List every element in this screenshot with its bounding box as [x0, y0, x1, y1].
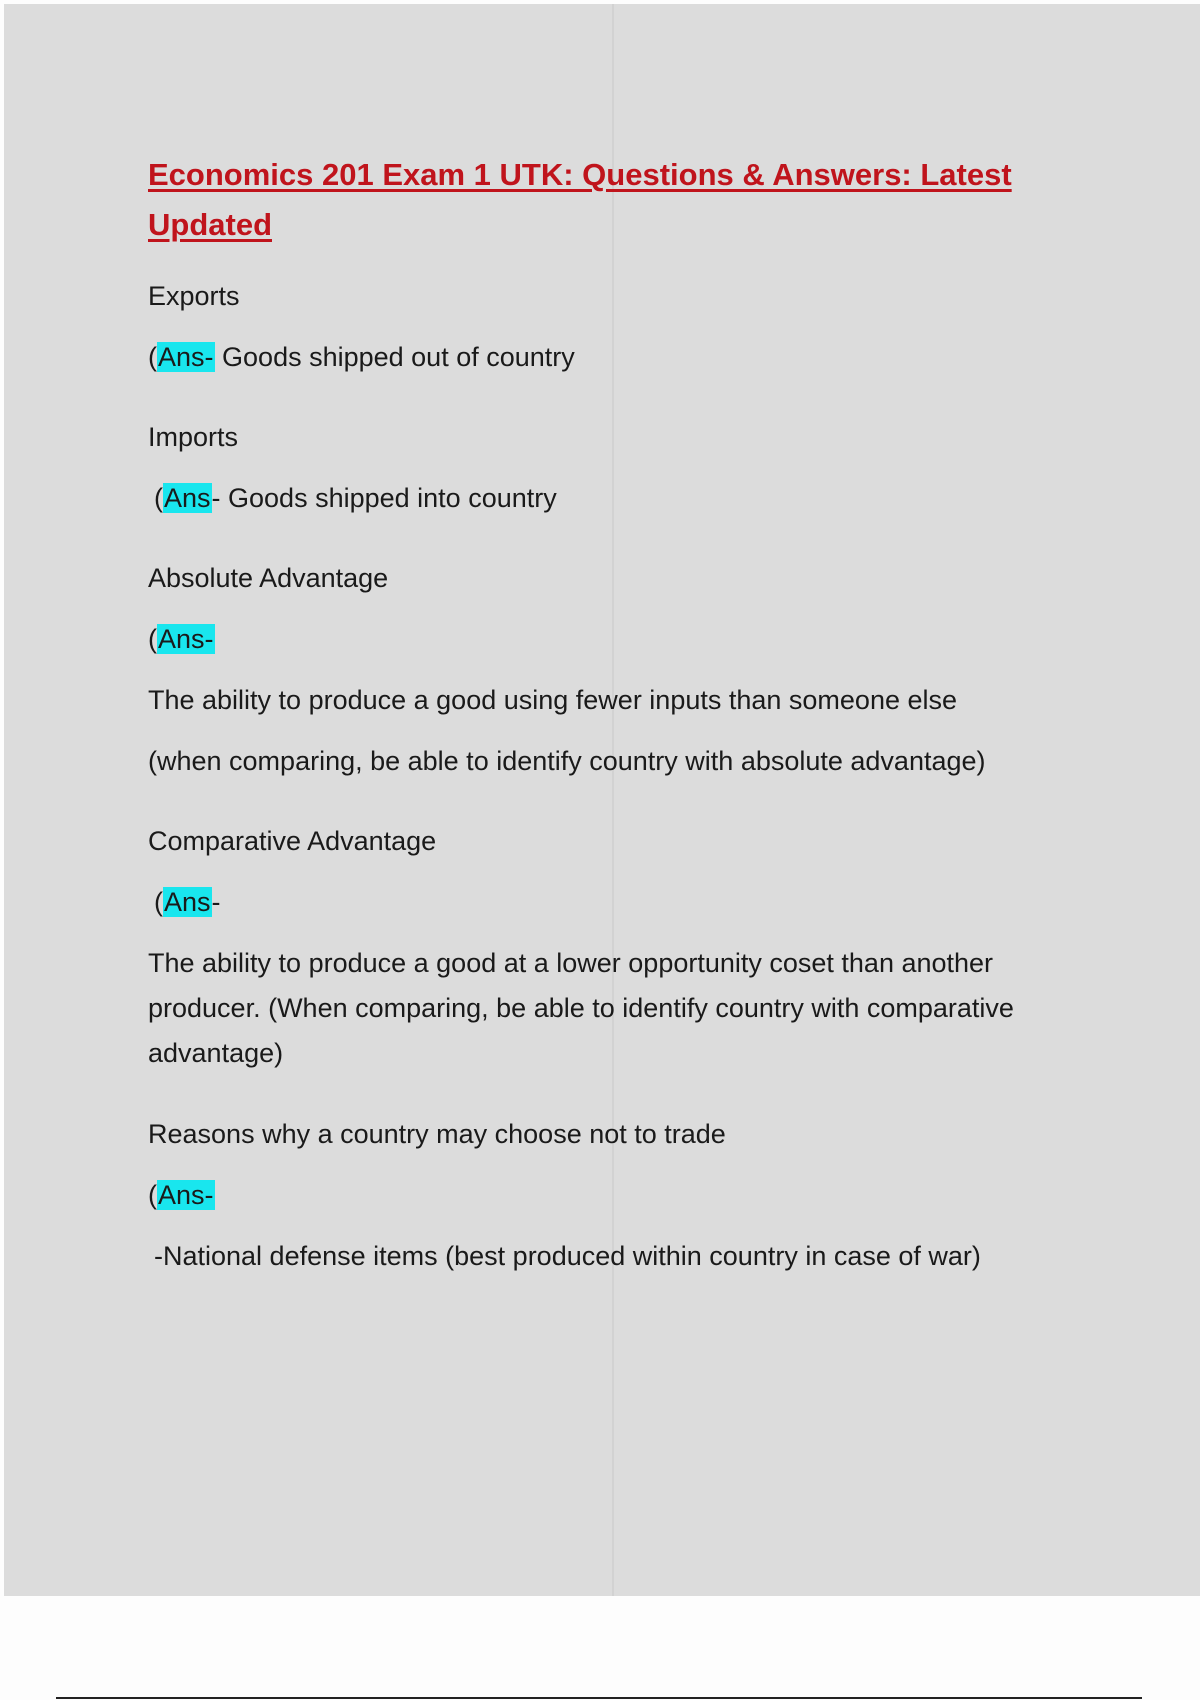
answer-line — [148, 476, 1108, 520]
open-paren: ( — [148, 624, 157, 654]
qa-item-comparative-advantage — [148, 819, 1108, 1076]
ans-highlight: Ans- — [158, 342, 214, 372]
document-title: Economics 201 Exam 1 UTK: Questions & Answers: Latest Updated — [148, 157, 1012, 242]
answer-label-line — [148, 1173, 1108, 1217]
ans-highlight: Ans- — [158, 1180, 214, 1210]
answer-text: The ability to produce a good using fewer inputs than someone else — [148, 685, 958, 715]
open-paren: ( — [148, 1180, 157, 1210]
term: Exports — [148, 281, 240, 311]
footer-rule — [56, 1697, 1142, 1699]
ans-highlight: Ans — [164, 483, 211, 513]
answer-label-line — [148, 880, 1108, 924]
document-content — [148, 150, 1108, 1314]
term: Imports — [148, 422, 239, 452]
term: Comparative Advantage — [148, 826, 437, 856]
answer-text: -National defense items (best produced within country in case of war) — [154, 1241, 981, 1271]
qa-item-absolute-advantage — [148, 556, 1108, 783]
open-paren: ( — [148, 342, 157, 372]
open-paren: ( — [154, 887, 163, 917]
term: Absolute Advantage — [148, 563, 389, 593]
ans-highlight: Ans — [164, 887, 211, 917]
term: Reasons why a country may choose not to trade — [148, 1119, 726, 1149]
answer-label-line — [148, 617, 1108, 661]
ans-highlight: Ans- — [158, 624, 214, 654]
answer-line — [148, 335, 1108, 379]
qa-item-exports — [148, 274, 1108, 379]
answer-text: (when comparing, be able to identify country with absolute advantage) — [148, 746, 986, 776]
ans-dash: - — [211, 887, 221, 917]
open-paren: ( — [154, 483, 163, 513]
answer-text: Goods shipped out of country — [214, 342, 575, 372]
qa-item-imports — [148, 415, 1108, 520]
answer-text: - Goods shipped into country — [211, 483, 557, 513]
answer-text: The ability to produce a good at a lower opportunity coset than another producer. (When comparing, be able to identify country with comparative advantage) — [148, 948, 1014, 1068]
qa-item-reasons-not-to-trade — [148, 1112, 1108, 1278]
